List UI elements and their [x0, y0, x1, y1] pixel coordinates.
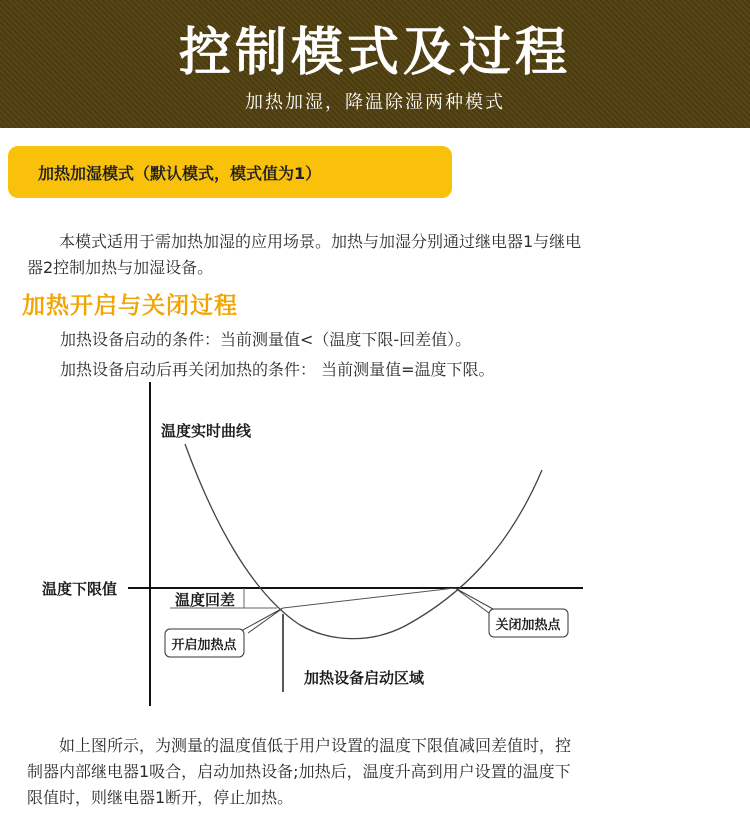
- start-condition: 加热设备启动的条件：当前测量值<（温度下限-回差值）。: [60, 330, 472, 349]
- stop-point-callout-pointer: [455, 588, 493, 616]
- mode-badge: [8, 146, 452, 198]
- section-heading: 加热开启与关闭过程: [22, 292, 238, 319]
- conclusion-line-2: 制器内部继电器1吸合，启动加热设备;加热后，温度升高到用户设置的温度下: [27, 762, 571, 781]
- intro-line-2: 器2控制加热与加湿设备。: [27, 258, 214, 277]
- intro-paragraph: [27, 229, 727, 281]
- conclusion-paragraph: [27, 733, 727, 811]
- lower-limit-label: 温度下限值: [42, 580, 118, 598]
- curve-label: 温度实时曲线: [161, 422, 252, 440]
- header-banner: [0, 0, 750, 128]
- temperature-curve: [185, 444, 542, 639]
- stop-point-label: 关闭加热点: [495, 618, 561, 633]
- zone-label: 加热设备启动区域: [304, 669, 425, 687]
- intro-line-1: 本模式适用于需加热加湿的应用场景。加热与加湿分别通过继电器1与继电: [59, 232, 582, 251]
- page-title: 控制模式及过程: [178, 23, 571, 83]
- heating-process-diagram: [0, 380, 750, 720]
- conclusion-line-1: 如上图所示，为测量的温度值低于用户设置的温度下限值减回差值时，控: [59, 736, 572, 755]
- start-point-callout-pointer: [241, 608, 283, 633]
- start-point-label: 开启加热点: [171, 638, 237, 653]
- stop-condition: 加热设备启动后再关闭加热的条件： 当前测量值=温度下限。: [60, 360, 495, 379]
- conclusion-line-3: 限值时，则继电器1断开，停止加热。: [27, 788, 294, 807]
- mode-label: 加热加湿模式（默认模式，模式值为1）: [38, 164, 322, 183]
- page-subtitle: 加热加湿，降温除湿两种模式: [245, 92, 505, 113]
- hysteresis-label: 温度回差: [175, 591, 236, 609]
- start-stop-connector: [283, 588, 455, 608]
